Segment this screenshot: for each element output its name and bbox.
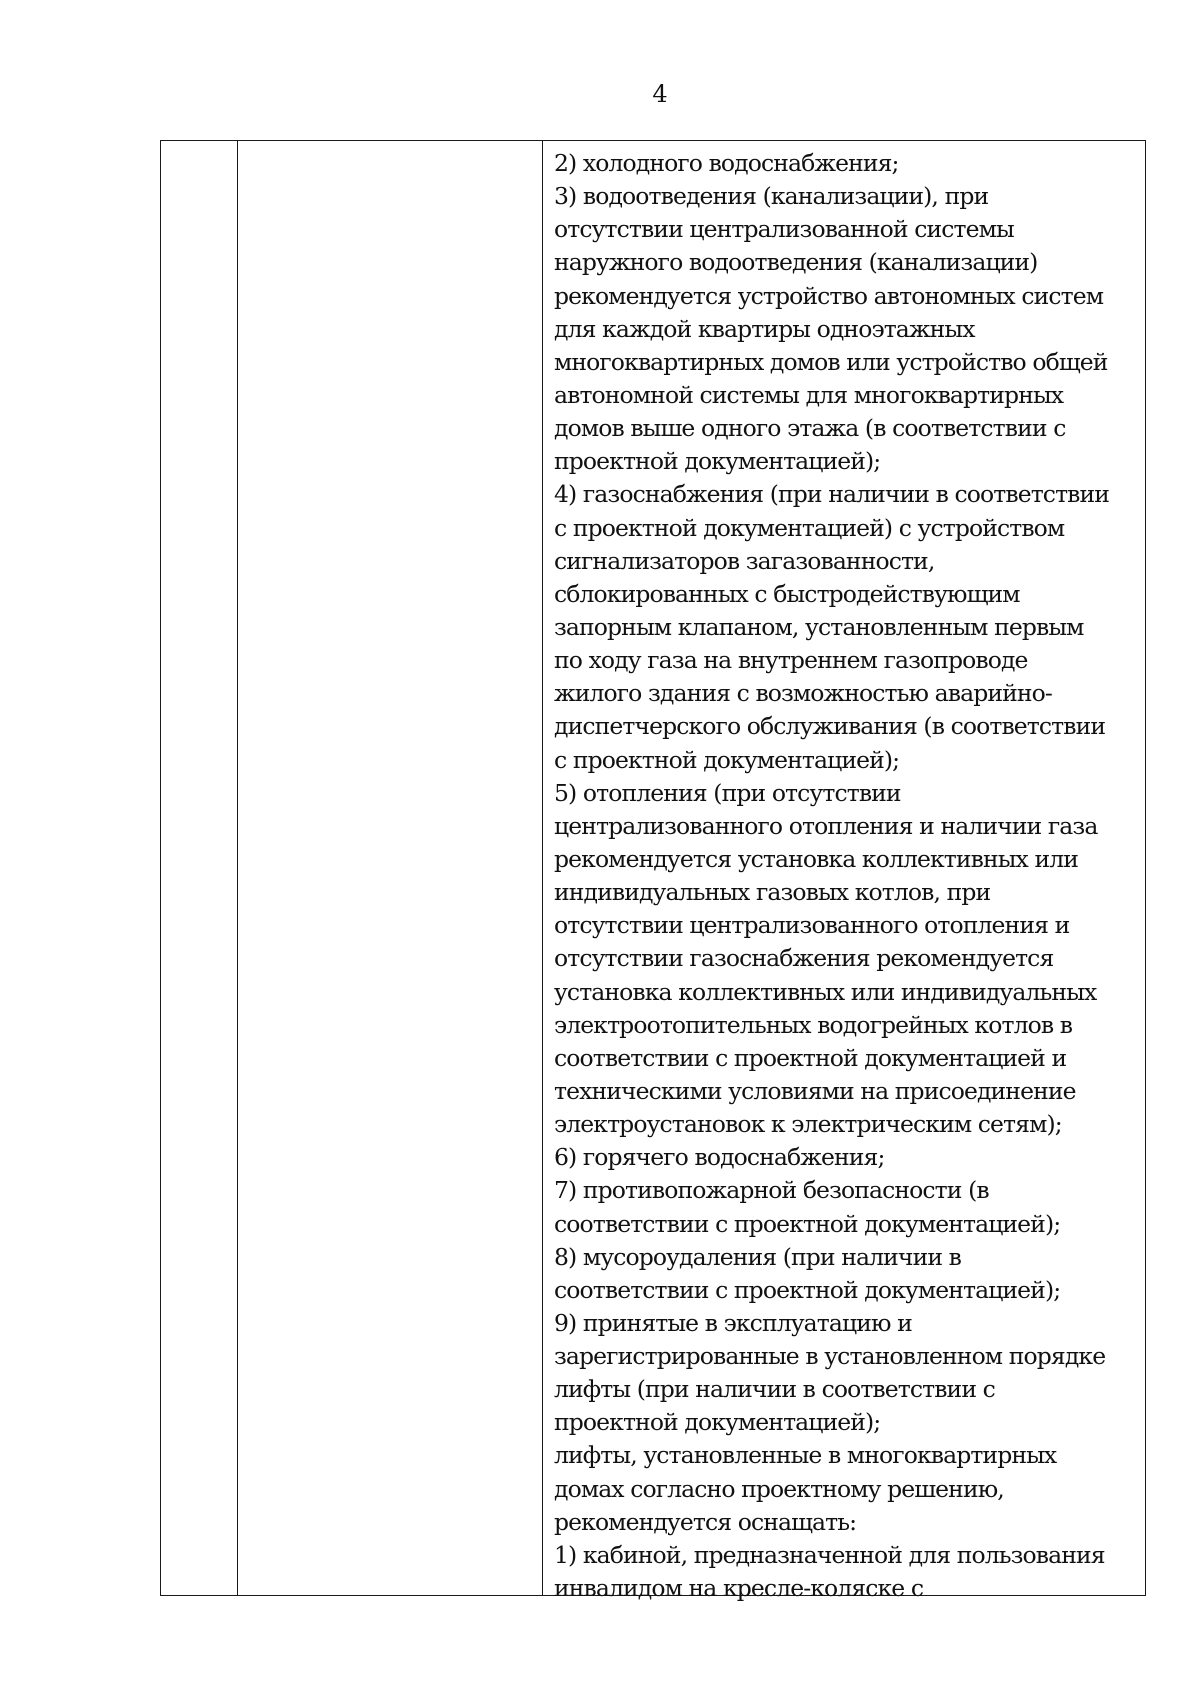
text-line: с проектной документацией) с устройством <box>554 513 1065 542</box>
text-line: зарегистрированные в установленном порядке <box>554 1342 1106 1371</box>
page-number: 4 <box>652 80 668 108</box>
table-column-divider-1 <box>237 141 238 1595</box>
text-line: соответствии с проектной документацией); <box>554 1275 1061 1304</box>
text-line: проектной документацией); <box>554 447 881 476</box>
text-line: электроотопительных водогрейных котлов в <box>554 1010 1073 1039</box>
text-line: для каждой квартиры одноэтажных <box>554 314 975 343</box>
text-line: рекомендуется оснащать: <box>554 1507 857 1536</box>
text-line: многоквартирных домов или устройство общей <box>554 347 1108 376</box>
text-line: автономной системы для многоквартирных <box>554 380 1064 409</box>
text-line: домов выше одного этажа (в соответствии с <box>554 414 1066 443</box>
text-line: наружного водоотведения (канализации) <box>554 248 1038 277</box>
text-line: запорным клапаном, установленным первым <box>554 612 1084 641</box>
text-line: рекомендуется установка коллективных или <box>554 844 1079 873</box>
text-line: проектной документацией); <box>554 1408 881 1437</box>
text-line: сигнализаторов загазованности, <box>554 546 935 575</box>
text-line: с проектной документацией); <box>554 745 900 774</box>
table-cell-requirements <box>554 147 1144 1605</box>
text-line: инвалидом на кресле-коляске с <box>554 1574 924 1603</box>
table-column-divider-2 <box>542 141 543 1595</box>
text-line: отсутствии газоснабжения рекомендуется <box>554 944 1054 973</box>
text-line: соответствии с проектной документацией); <box>554 1209 1061 1238</box>
text-line: 3) водоотведения (канализации), при <box>554 182 989 211</box>
text-line: жилого здания с возможностью аварийно- <box>554 679 1052 708</box>
text-line: по ходу газа на внутреннем газопроводе <box>554 646 1028 675</box>
text-line: 4) газоснабжения (при наличии в соответствии <box>554 480 1110 509</box>
text-line: отсутствии централизованной системы <box>554 215 1014 244</box>
text-line: 1) кабиной, предназначенной для пользования <box>554 1540 1105 1569</box>
text-line: лифты, установленные в многоквартирных <box>554 1441 1057 1470</box>
text-line: диспетчерского обслуживания (в соответствии <box>554 712 1106 741</box>
text-line: соответствии с проектной документацией и <box>554 1043 1067 1072</box>
text-line: 5) отопления (при отсутствии <box>554 778 901 807</box>
text-line: 8) мусороудаления (при наличии в <box>554 1242 961 1271</box>
text-line: лифты (при наличии в соответствии с <box>554 1375 995 1404</box>
text-line: рекомендуется устройство автономных систем <box>554 281 1104 310</box>
text-line: 7) противопожарной безопасности (в <box>554 1176 989 1205</box>
text-line: 6) горячего водоснабжения; <box>554 1143 885 1172</box>
text-line: электроустановок к электрическим сетям); <box>554 1110 1062 1139</box>
text-line: установка коллективных или индивидуальных <box>554 977 1097 1006</box>
text-line: отсутствии централизованного отопления и <box>554 911 1070 940</box>
document-table <box>160 140 1146 1603</box>
text-line: индивидуальных газовых котлов, при <box>554 878 991 907</box>
text-line: 2) холодного водоснабжения; <box>554 149 899 177</box>
text-line: 9) принятые в эксплуатацию и <box>554 1308 912 1337</box>
text-line: централизованного отопления и наличии газа <box>554 811 1098 840</box>
text-line: техническими условиями на присоединение <box>554 1076 1076 1105</box>
text-line: домах согласно проектному решению, <box>554 1474 1004 1503</box>
text-line: сблокированных с быстродействующим <box>554 579 1020 608</box>
